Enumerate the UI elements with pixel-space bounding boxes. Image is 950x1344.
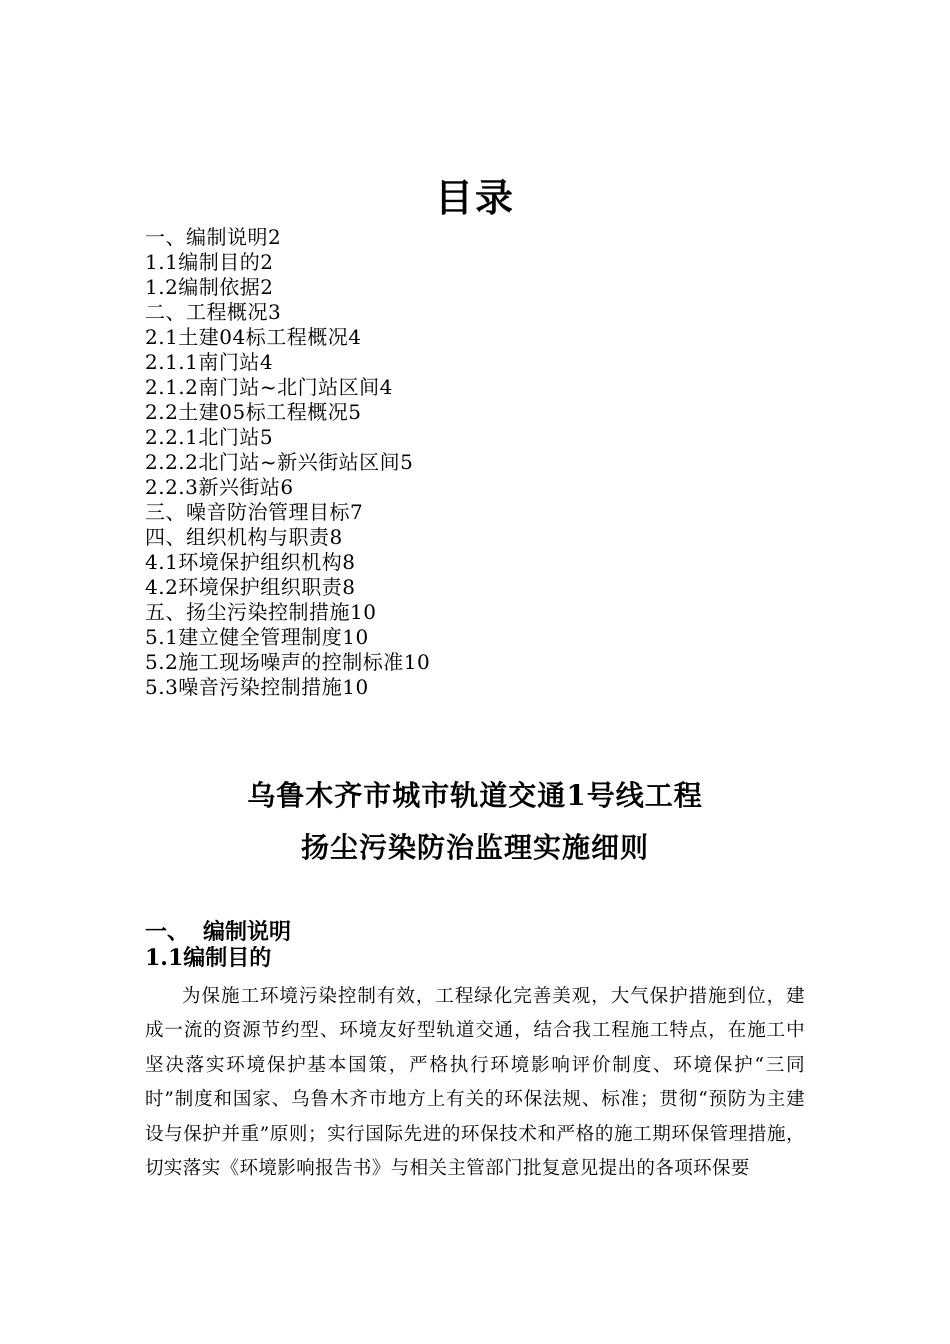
toc-entry: 2.2.1北门站5 — [145, 425, 274, 449]
toc-entry: 5.3噪音污染控制措施10 — [145, 675, 369, 699]
toc-entry: 5.2施工现场噪声的控制标准10 — [145, 650, 431, 674]
toc-entry: 二、工程概况3 — [145, 300, 282, 324]
toc-entry: 2.1.1南门站4 — [145, 350, 274, 374]
toc-entry: 2.1.2南门站~北门站区间4 — [145, 375, 393, 399]
toc-entry: 一、编制说明2 — [145, 225, 282, 249]
toc-entry: 五、扬尘污染控制措施10 — [145, 600, 377, 624]
toc-list — [145, 225, 430, 700]
toc-entry: 4.2环境保护组织职责8 — [145, 575, 356, 599]
document-title: 乌鲁木齐市城市轨道交通1号线工程 — [247, 779, 703, 812]
toc-entry: 三、噪音防治管理目标7 — [145, 500, 364, 524]
toc-entry: 1.2编制依据2 — [145, 275, 274, 299]
document-subtitle: 扬尘污染防治监理实施细则 — [300, 831, 649, 864]
section-heading — [145, 918, 291, 946]
toc-entry: 4.1环境保护组织机构8 — [145, 550, 356, 574]
toc-title: 目录 — [434, 175, 515, 220]
toc-entry: 1.1编制目的2 — [145, 250, 274, 274]
body-paragraph: 为保施工环境污染控制有效，工程绿化完善美观，大气保护措施到位，建成一流的资源节约型、环境友好型轨道交通，结合我工程施工特点，在施工中坚决落实环境保护基本国策，严格执行环境影响评价制度、环境保护“三同时”制度和国家、乌鲁木齐市地方上有关的环保法规、标准；贯彻“预防为主建设与保护并重”原则；实行国际先进的环保技术和严格的施工期环保管理措施，切实落实《环境影响报告书》与相关主管部门批复意见提出的各项环保要 — [145, 986, 805, 1180]
toc-entry: 2.1土建04标工程概况4 — [145, 325, 362, 349]
toc-entry: 2.2.2北门站~新兴街站区间5 — [145, 450, 414, 474]
section-number: 一、 — [145, 919, 190, 945]
toc-entry: 2.2.3新兴街站6 — [145, 475, 294, 499]
toc-entry: 2.2土建05标工程概况5 — [145, 400, 362, 424]
section-title: 编制说明 — [203, 919, 292, 945]
subsection-heading: 1.1编制目的 — [145, 945, 272, 971]
toc-entry: 5.1建立健全管理制度10 — [145, 625, 369, 649]
toc-entry: 四、组织机构与职责8 — [145, 525, 343, 549]
